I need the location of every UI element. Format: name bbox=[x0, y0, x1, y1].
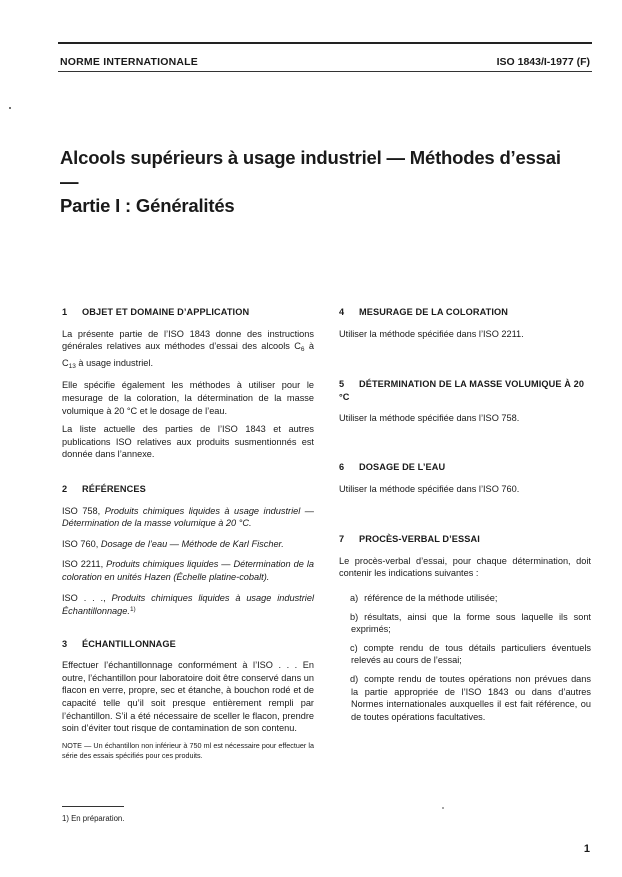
left-column bbox=[62, 306, 314, 767]
top-rule bbox=[58, 42, 592, 44]
list-item: b) résultats, ainsi que la forme sous laquelle ils sont exprimés; bbox=[350, 611, 591, 635]
section-3 bbox=[62, 638, 314, 761]
scan-speck bbox=[9, 107, 11, 109]
section-7 bbox=[339, 533, 591, 723]
list-item: c) compte rendu de tous détails particuliers éventuels relevés au cours de l’essai; bbox=[350, 642, 591, 666]
right-column bbox=[339, 306, 591, 729]
section-heading: 2 RÉFÉRENCES bbox=[62, 483, 146, 494]
section-heading: 3 ÉCHANTILLONNAGE bbox=[62, 638, 176, 649]
paragraph: La présente partie de l’ISO 1843 donne des instructions générales relatives aux méthodes d’essai des alcools $C_6$ à $C_{13}$ à usage industriel. bbox=[62, 328, 314, 370]
section-heading: 6 DOSAGE DE L’EAU bbox=[339, 461, 446, 472]
paragraph: Utiliser la méthode spécifiée dans l’ISO 758. bbox=[339, 413, 520, 424]
section-6 bbox=[339, 461, 591, 495]
paragraph: Utiliser la méthode spécifiée dans l’ISO 2211. bbox=[339, 328, 524, 339]
paragraph: Utiliser la méthode spécifiée dans l’ISO 760. bbox=[339, 483, 520, 494]
section-1 bbox=[62, 306, 314, 461]
paragraph: Elle spécifie également les méthodes à utiliser pour le mesurage de la coloration, la détermination de la masse volumique à 20 °C et le dosage de l’eau. bbox=[62, 380, 314, 416]
section-4 bbox=[339, 306, 591, 340]
section-2 bbox=[62, 483, 314, 618]
section-heading: 7 PROCÈS-VERBAL D’ESSAI bbox=[339, 534, 480, 545]
note: NOTE — Un échantillon non inférieur à 750 ml est nécessaire pour effectuer la série des essais spécifiés pour ces produits. bbox=[62, 740, 314, 760]
list-item: d) compte rendu de toutes opérations non prévues dans la partie appropriée de l’ISO 1843 ou dans d’autres Normes internationales auxquelles il est fait référence, ou de toutes opérations facultatives. bbox=[350, 673, 591, 722]
footnote-rule bbox=[62, 806, 124, 807]
reference-item: ISO . . ., Produits chimiques liquides à usage industriel Échantillonnage.$^{1)}$ bbox=[62, 592, 314, 617]
paragraph: La liste actuelle des parties de l’ISO 1843 et autres publications ISO relatives aux produits susmentionnés est donnée dans l’annexe. bbox=[62, 424, 314, 460]
reference-item: ISO 760, Dosage de l’eau — Méthode de Karl Fischer. bbox=[62, 538, 284, 549]
section-5 bbox=[339, 378, 591, 425]
section-heading: 1 OBJET ET DOMAINE D’APPLICATION bbox=[62, 307, 250, 317]
reference-item: ISO 758, Produits chimiques liquides à usage industriel — Détermination de la masse volumique à 20 °C. bbox=[62, 505, 314, 529]
section-heading: 5 DÉTERMINATION DE LA MASSE VOLUMIQUE À 20 °C bbox=[339, 379, 585, 402]
page-number: 1 bbox=[583, 843, 590, 855]
title-line-1: Alcools supérieurs à usage industriel — Méthodes d’essai — bbox=[60, 147, 561, 192]
paragraph: Effectuer l’échantillonnage conformément à l’ISO . . . En outre, l’échantillon pour laboratoire doit être conservé dans un flacon en verre, propre, sec et étanche, à bouchon rodé et de capacité telle qu’il soit presque entièrement rempli par l’échantillon. S’il a été nécessaire de sceller le flacon, prendre soin d’éviter tout risque de contamination de son contenu. bbox=[62, 660, 314, 734]
page-title bbox=[60, 146, 580, 218]
header-standard-type: NORME INTERNATIONALE bbox=[60, 56, 198, 68]
title-line-2: Partie I : Généralités bbox=[60, 195, 235, 216]
reference-item: ISO 2211, Produits chimiques liquides — Détermination de la coloration en unités Hazen (Échelle platine-cobalt). bbox=[62, 559, 314, 582]
scan-speck bbox=[442, 807, 444, 809]
header-rule bbox=[58, 71, 592, 72]
section-heading: 4 MESURAGE DE LA COLORATION bbox=[339, 307, 508, 317]
paragraph: Le procès-verbal d’essai, pour chaque détermination, doit contenir les indications suivantes : bbox=[339, 555, 591, 579]
list-item: a) référence de la méthode utilisée; bbox=[350, 592, 498, 603]
footnote: 1) En préparation. bbox=[62, 814, 125, 823]
header-standard-ref: ISO 1843/I-1977 (F) bbox=[496, 56, 590, 68]
